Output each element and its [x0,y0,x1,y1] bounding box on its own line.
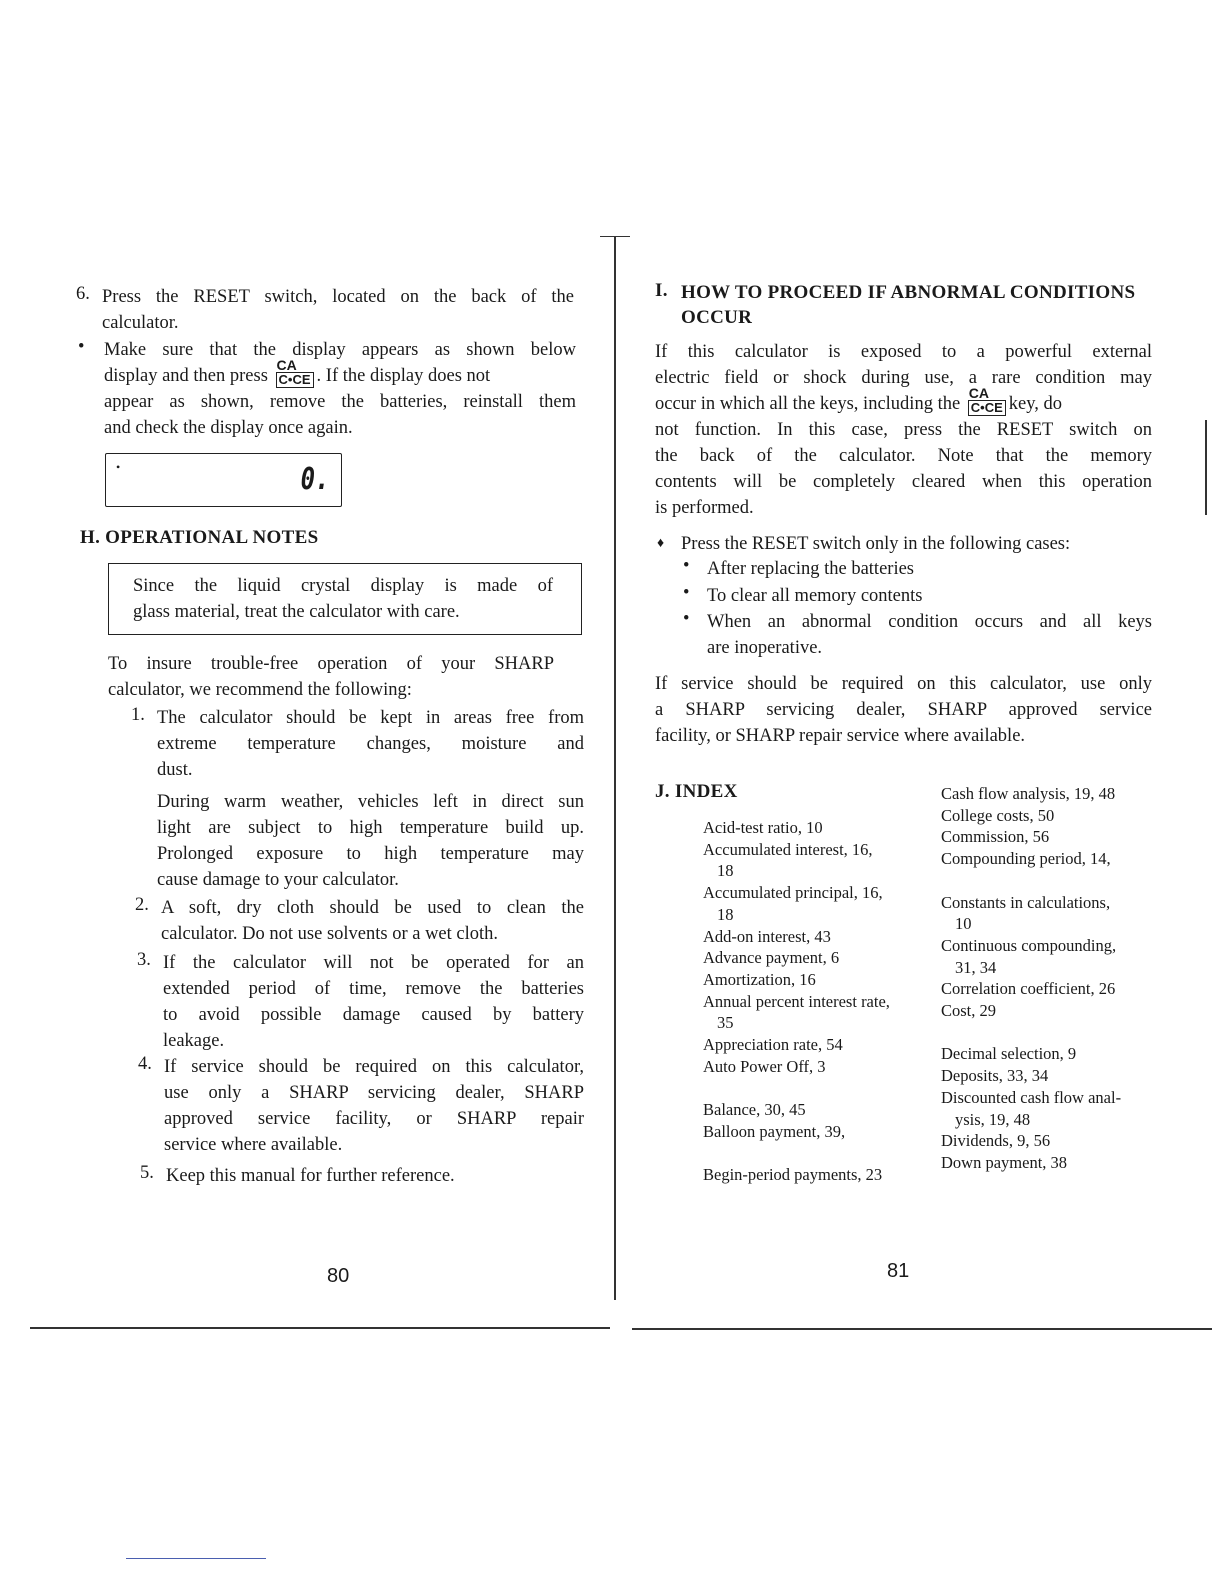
text-line: The calculator should be kept in areas free from [157,708,584,728]
index-entry: Cost, 29 [941,1001,997,1021]
text-line: contents will be completely cleared when this operation [655,472,1152,492]
reset-case-item [707,556,1152,582]
section-i-heading [681,280,1135,330]
text-line: Press the RESET switch, located on the back of the [102,287,574,307]
index-entry: Accumulated interest, 16, [703,839,873,859]
text-line: To clear all memory contents [707,586,923,606]
list-item-number: 4. [138,1054,152,1074]
bullet-icon: • [683,609,690,629]
step-number: 6. [76,284,90,304]
index-entry: Compounding period, 14, [941,849,1111,869]
right-edge-mark [1205,420,1207,515]
section-h-heading: H. OPERATIONAL NOTES [80,527,319,548]
text-line: Since the liquid crystal display is made of [133,576,553,596]
index-entry: Acid-test ratio, 10 [703,818,823,837]
list-item-number: 5. [140,1163,154,1183]
bottom-rule-right [632,1328,1212,1330]
list-item [157,705,584,893]
section-i-heading-line: OCCUR [681,307,753,328]
bullet-icon: • [78,337,85,357]
text-line: calculator. Do not use solvents or a wet cloth. [161,924,499,944]
index-entry: 31, 34 [955,957,997,977]
text-line: and check the display once again. [104,418,353,438]
text-line: extreme temperature changes, moisture and [157,734,584,754]
text-line: If this calculator is exposed to a powerful external [655,342,1152,362]
text-line: If the calculator will not be operated for an [163,953,584,973]
index-entry: Auto Power Off, 3 [703,1056,826,1076]
index-entry: 18 [717,861,734,881]
text-line: If service should be required on this calculator, [164,1057,584,1077]
index-entry: Decimal selection, 9 [941,1044,1077,1064]
index-entry: Dividends, 9, 56 [941,1131,1051,1151]
blue-underline-mark [126,1558,266,1559]
lcd-digit: 0. [300,462,330,497]
list-item-number: 2. [135,895,149,915]
bullet-icon: • [683,583,690,603]
index-entry: 18 [717,904,734,924]
reset-cases-intro-text: Press the RESET switch only in the following cases: [681,534,1071,554]
index-entry: 10 [955,914,972,934]
section-j-heading: J. INDEX [655,781,738,802]
page-gutter-line [614,236,616,1300]
text-line: the back of the calculator. Note that the memory [655,446,1152,466]
lcd-display-illustration [105,453,342,507]
reset-case-item [707,609,1152,661]
index-entry: Down payment, 38 [941,1152,1068,1172]
lcd-indicator-dot: • [116,460,121,474]
text-line: are inoperative. [707,638,823,658]
list-item-number: 1. [131,705,145,725]
caution-note-text [133,573,553,625]
text-line: After replacing the batteries [707,559,914,579]
text-line: appear as shown, remove the batteries, reinstall them [104,392,576,412]
index-column-2 [941,783,1121,1174]
text-line: display and then press CA C•CE . If the display does not [104,357,491,387]
text-line: cause damage to your calculator. [157,870,399,890]
page-number-left: 80 [327,1265,350,1287]
text-line: is performed. [655,498,754,518]
text-line: calculator, we recommend the following: [108,680,412,700]
bottom-rule-left [30,1327,610,1329]
text-line: If service should be required on this calculator, use only [655,674,1152,694]
text-line: A soft, dry cloth should be used to clean the [161,898,584,918]
section-i-heading-line: HOW TO PROCEED IF ABNORMAL CONDITIONS [681,282,1136,303]
index-entry: Cash flow analysis, 19, 48 [941,784,1116,803]
text-line: dust. [157,760,193,780]
reset-case-item [707,583,1152,609]
index-entry: Accumulated principal, 16, [703,883,883,903]
display-check-text [104,337,576,441]
index-entry: Advance payment, 6 [703,948,840,968]
text-line: approved service facility, or SHARP repair [164,1109,584,1129]
index-entry: Balance, 30, 45 [703,1100,806,1120]
text-line: occur in which all the keys, including the CA C•CE key, do [655,385,1063,415]
service-text [655,671,1152,749]
text-line: To insure trouble-free operation of your SHARP [108,654,554,674]
text-line: electric field or shock during use, a rare condition may [655,368,1152,388]
index-entry: Begin-period payments, 23 [703,1165,883,1185]
list-item-number: 3. [137,950,151,970]
diamond-bullet-icon: ♦ [657,536,665,551]
index-entry: Continuous compounding, [941,935,1117,955]
text-line: leakage. [163,1031,225,1051]
list-item [164,1054,584,1158]
section-i-letter: I. [655,280,668,301]
list-item [166,1163,584,1189]
reset-cases-intro [681,531,1070,557]
text-line: calculator. [102,313,179,333]
text-line: glass material, treat the calculator with care. [133,602,460,622]
text-line: use only a SHARP servicing dealer, SHARP [164,1083,584,1103]
index-entry: Add-on interest, 43 [703,926,831,946]
ca-cce-key-icon: CA C•CE [276,372,314,388]
index-entry: Deposits, 33, 34 [941,1066,1049,1086]
bullet-icon: • [683,556,690,576]
index-entry: 35 [717,1013,734,1033]
text-line: During warm weather, vehicles left in direct sun [157,792,584,812]
text-line: a SHARP servicing dealer, SHARP approved service [655,700,1152,720]
list-item [161,895,584,947]
index-column-1 [703,817,890,1186]
text-line: facility, or SHARP repair service where available. [655,726,1026,746]
index-entry: Appreciation rate, 54 [703,1035,843,1055]
intro-text [108,651,554,703]
abnormal-conditions-text [655,339,1152,521]
index-entry: Commission, 56 [941,827,1050,847]
index-entry: ysis, 19, 48 [955,1109,1031,1129]
index-entry: Discounted cash flow anal- [941,1087,1122,1107]
text-line: not function. In this case, press the RESET switch on [655,420,1152,440]
text-line: service where available. [164,1135,343,1155]
text-line: When an abnormal condition occurs and all keys [707,612,1152,632]
index-entry: Constants in calculations, [941,892,1111,912]
gutter-tick [600,236,630,237]
index-entry: Correlation coefficient, 26 [941,979,1116,999]
text-line: Make sure that the display appears as shown below [104,340,576,360]
text-line: extended period of time, remove the batteries [163,979,584,999]
list-item [163,950,584,1054]
index-entry: College costs, 50 [941,805,1055,825]
text-line: light are subject to high temperature build up. [157,818,584,838]
step-6-text [102,284,574,336]
index-entry: Balloon payment, 39, [703,1121,846,1141]
text-line: Keep this manual for further reference. [166,1166,455,1186]
page-number-right: 81 [887,1260,910,1282]
index-entry: Annual percent interest rate, [703,991,890,1011]
ca-cce-key-icon: CA C•CE [968,400,1006,416]
text-line: to avoid possible damage caused by battery [163,1005,584,1025]
index-entry: Amortization, 16 [703,969,816,989]
text-line: Prolonged exposure to high temperature may [157,844,584,864]
